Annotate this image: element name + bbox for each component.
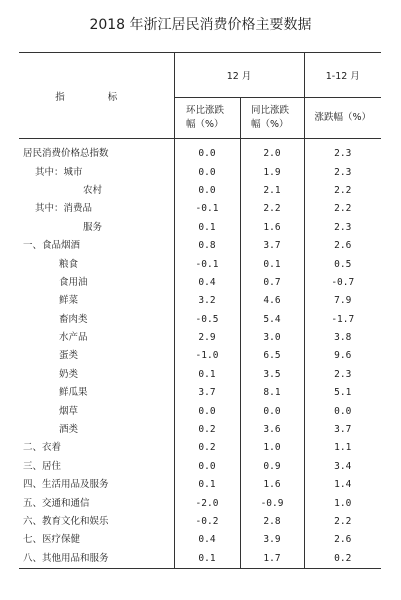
cell-yoy: 4.6 bbox=[240, 292, 304, 310]
row-label: 七、医疗保健 bbox=[23, 534, 81, 546]
table-row bbox=[19, 219, 381, 237]
table-row bbox=[19, 421, 381, 439]
row-label: 水产品 bbox=[59, 332, 88, 344]
cell-yoy: -0.9 bbox=[240, 494, 304, 512]
cell-mom: 0.1 bbox=[174, 219, 240, 237]
row-label: 烟草 bbox=[59, 405, 79, 417]
cell-ytd: 2.2 bbox=[304, 200, 381, 218]
table-row bbox=[19, 182, 381, 200]
table-row bbox=[19, 139, 381, 164]
cell-mom: 0.0 bbox=[174, 139, 240, 164]
cell-mom: -0.5 bbox=[174, 311, 240, 329]
cell-mom: 0.2 bbox=[174, 421, 240, 439]
cell-mom: 3.2 bbox=[174, 292, 240, 310]
row-label: 二、衣着 bbox=[23, 442, 62, 454]
cell-mom: 0.0 bbox=[174, 458, 240, 476]
cell-yoy: 2.8 bbox=[240, 513, 304, 531]
table-row bbox=[19, 200, 381, 218]
cell-mom: 2.9 bbox=[174, 329, 240, 347]
page-title: 2018 年浙江居民消费价格主要数据 bbox=[89, 17, 312, 33]
cell-yoy: 3.9 bbox=[240, 531, 304, 549]
cell-yoy: 5.4 bbox=[240, 311, 304, 329]
cell-ytd: 0.5 bbox=[304, 255, 381, 273]
cell-yoy: 0.7 bbox=[240, 274, 304, 292]
cell-ytd: 1.1 bbox=[304, 439, 381, 457]
cell-yoy: 1.6 bbox=[240, 219, 304, 237]
cell-mom: 0.1 bbox=[174, 366, 240, 384]
cell-ytd: 2.6 bbox=[304, 531, 381, 549]
cell-ytd: 5.1 bbox=[304, 384, 381, 402]
header-ytd: 1-12 月 bbox=[304, 53, 381, 98]
cell-yoy: 1.9 bbox=[240, 163, 304, 181]
row-label: 奶类 bbox=[59, 368, 79, 380]
row-label: 酒类 bbox=[59, 424, 79, 436]
cell-mom: -0.1 bbox=[174, 255, 240, 273]
cell-mom: 0.0 bbox=[174, 163, 240, 181]
row-label: 畜肉类 bbox=[59, 313, 88, 325]
cell-mom: -0.1 bbox=[174, 200, 240, 218]
cell-yoy: 8.1 bbox=[240, 384, 304, 402]
table-row bbox=[19, 163, 381, 181]
cell-ytd: 2.3 bbox=[304, 366, 381, 384]
cell-yoy: 1.6 bbox=[240, 476, 304, 494]
cell-mom: -0.2 bbox=[174, 513, 240, 531]
cell-mom: 0.4 bbox=[174, 274, 240, 292]
cell-ytd: 2.2 bbox=[304, 513, 381, 531]
row-label: 四、生活用品及服务 bbox=[23, 479, 109, 491]
cell-mom: -1.0 bbox=[174, 347, 240, 365]
cell-yoy: 3.7 bbox=[240, 237, 304, 255]
table-row bbox=[19, 550, 381, 569]
cell-mom: 0.0 bbox=[174, 402, 240, 420]
header-index: 指 标 bbox=[19, 53, 174, 139]
cell-ytd: 2.6 bbox=[304, 237, 381, 255]
header-yoy: 同比涨跌幅（%） bbox=[240, 98, 304, 139]
table-row bbox=[19, 311, 381, 329]
cell-yoy: 6.5 bbox=[240, 347, 304, 365]
table-row bbox=[19, 402, 381, 420]
table-row bbox=[19, 274, 381, 292]
cell-yoy: 2.1 bbox=[240, 182, 304, 200]
cell-ytd: -1.7 bbox=[304, 311, 381, 329]
cell-ytd: 2.3 bbox=[304, 139, 381, 164]
table-row bbox=[19, 255, 381, 273]
row-label: 其中：城市 bbox=[35, 166, 83, 178]
cell-yoy: 3.6 bbox=[240, 421, 304, 439]
table-row bbox=[19, 476, 381, 494]
cell-yoy: 0.0 bbox=[240, 402, 304, 420]
cell-ytd: 3.7 bbox=[304, 421, 381, 439]
row-label: 服务 bbox=[83, 221, 103, 233]
row-label: 农村 bbox=[83, 184, 103, 196]
row-label: 其中：消费品 bbox=[35, 203, 93, 215]
row-label: 食用油 bbox=[59, 276, 88, 288]
cell-yoy: 3.0 bbox=[240, 329, 304, 347]
table-row bbox=[19, 384, 381, 402]
row-label: 三、居住 bbox=[23, 460, 62, 472]
table-row bbox=[19, 347, 381, 365]
table-row bbox=[19, 494, 381, 512]
cell-mom: 0.4 bbox=[174, 531, 240, 549]
cell-yoy: 1.7 bbox=[240, 550, 304, 569]
cell-yoy: 2.0 bbox=[240, 139, 304, 164]
cell-yoy: 2.2 bbox=[240, 200, 304, 218]
row-label: 一、食品烟酒 bbox=[23, 240, 81, 252]
table-row bbox=[19, 292, 381, 310]
cell-mom: 0.1 bbox=[174, 476, 240, 494]
cell-mom: 0.8 bbox=[174, 237, 240, 255]
cell-ytd: 3.8 bbox=[304, 329, 381, 347]
row-label: 粮食 bbox=[59, 258, 79, 270]
cell-ytd: 0.2 bbox=[304, 550, 381, 569]
cell-ytd: 2.3 bbox=[304, 219, 381, 237]
cell-mom: 0.2 bbox=[174, 439, 240, 457]
cell-ytd: 9.6 bbox=[304, 347, 381, 365]
cell-ytd: 7.9 bbox=[304, 292, 381, 310]
cell-mom: 0.0 bbox=[174, 182, 240, 200]
table-row bbox=[19, 458, 381, 476]
row-label: 居民消费价格总指数 bbox=[23, 148, 109, 160]
row-label: 鲜菜 bbox=[59, 295, 79, 307]
cell-yoy: 3.5 bbox=[240, 366, 304, 384]
cell-yoy: 0.9 bbox=[240, 458, 304, 476]
row-label: 六、教育文化和娱乐 bbox=[23, 516, 109, 527]
table-row bbox=[19, 439, 381, 457]
header-mom: 环比涨跌幅（%） bbox=[174, 98, 240, 139]
cell-mom: 0.1 bbox=[174, 550, 240, 569]
cell-ytd: 1.4 bbox=[304, 476, 381, 494]
cell-ytd: 1.0 bbox=[304, 494, 381, 512]
cell-yoy: 1.0 bbox=[240, 439, 304, 457]
cell-ytd: 2.3 bbox=[304, 163, 381, 181]
cell-mom: -2.0 bbox=[174, 494, 240, 512]
header-ytd-rate: 涨跌幅（%） bbox=[304, 98, 381, 139]
cell-mom: 3.7 bbox=[174, 384, 240, 402]
cell-ytd: 2.2 bbox=[304, 182, 381, 200]
table-row bbox=[19, 366, 381, 384]
table-row bbox=[19, 237, 381, 255]
table-row bbox=[19, 531, 381, 549]
cell-ytd: 3.4 bbox=[304, 458, 381, 476]
cpi-data-table bbox=[19, 52, 381, 569]
row-label: 鲜瓜果 bbox=[59, 387, 88, 399]
header-month: 12 月 bbox=[174, 53, 304, 98]
row-label: 蛋类 bbox=[59, 350, 79, 362]
cell-yoy: 0.1 bbox=[240, 255, 304, 273]
row-label: 八、其他用品和服务 bbox=[19, 550, 174, 569]
row-label: 五、交通和通信 bbox=[23, 497, 90, 509]
cell-ytd: 0.0 bbox=[304, 402, 381, 420]
table-row bbox=[19, 513, 381, 531]
cell-ytd: -0.7 bbox=[304, 274, 381, 292]
table-row bbox=[19, 329, 381, 347]
